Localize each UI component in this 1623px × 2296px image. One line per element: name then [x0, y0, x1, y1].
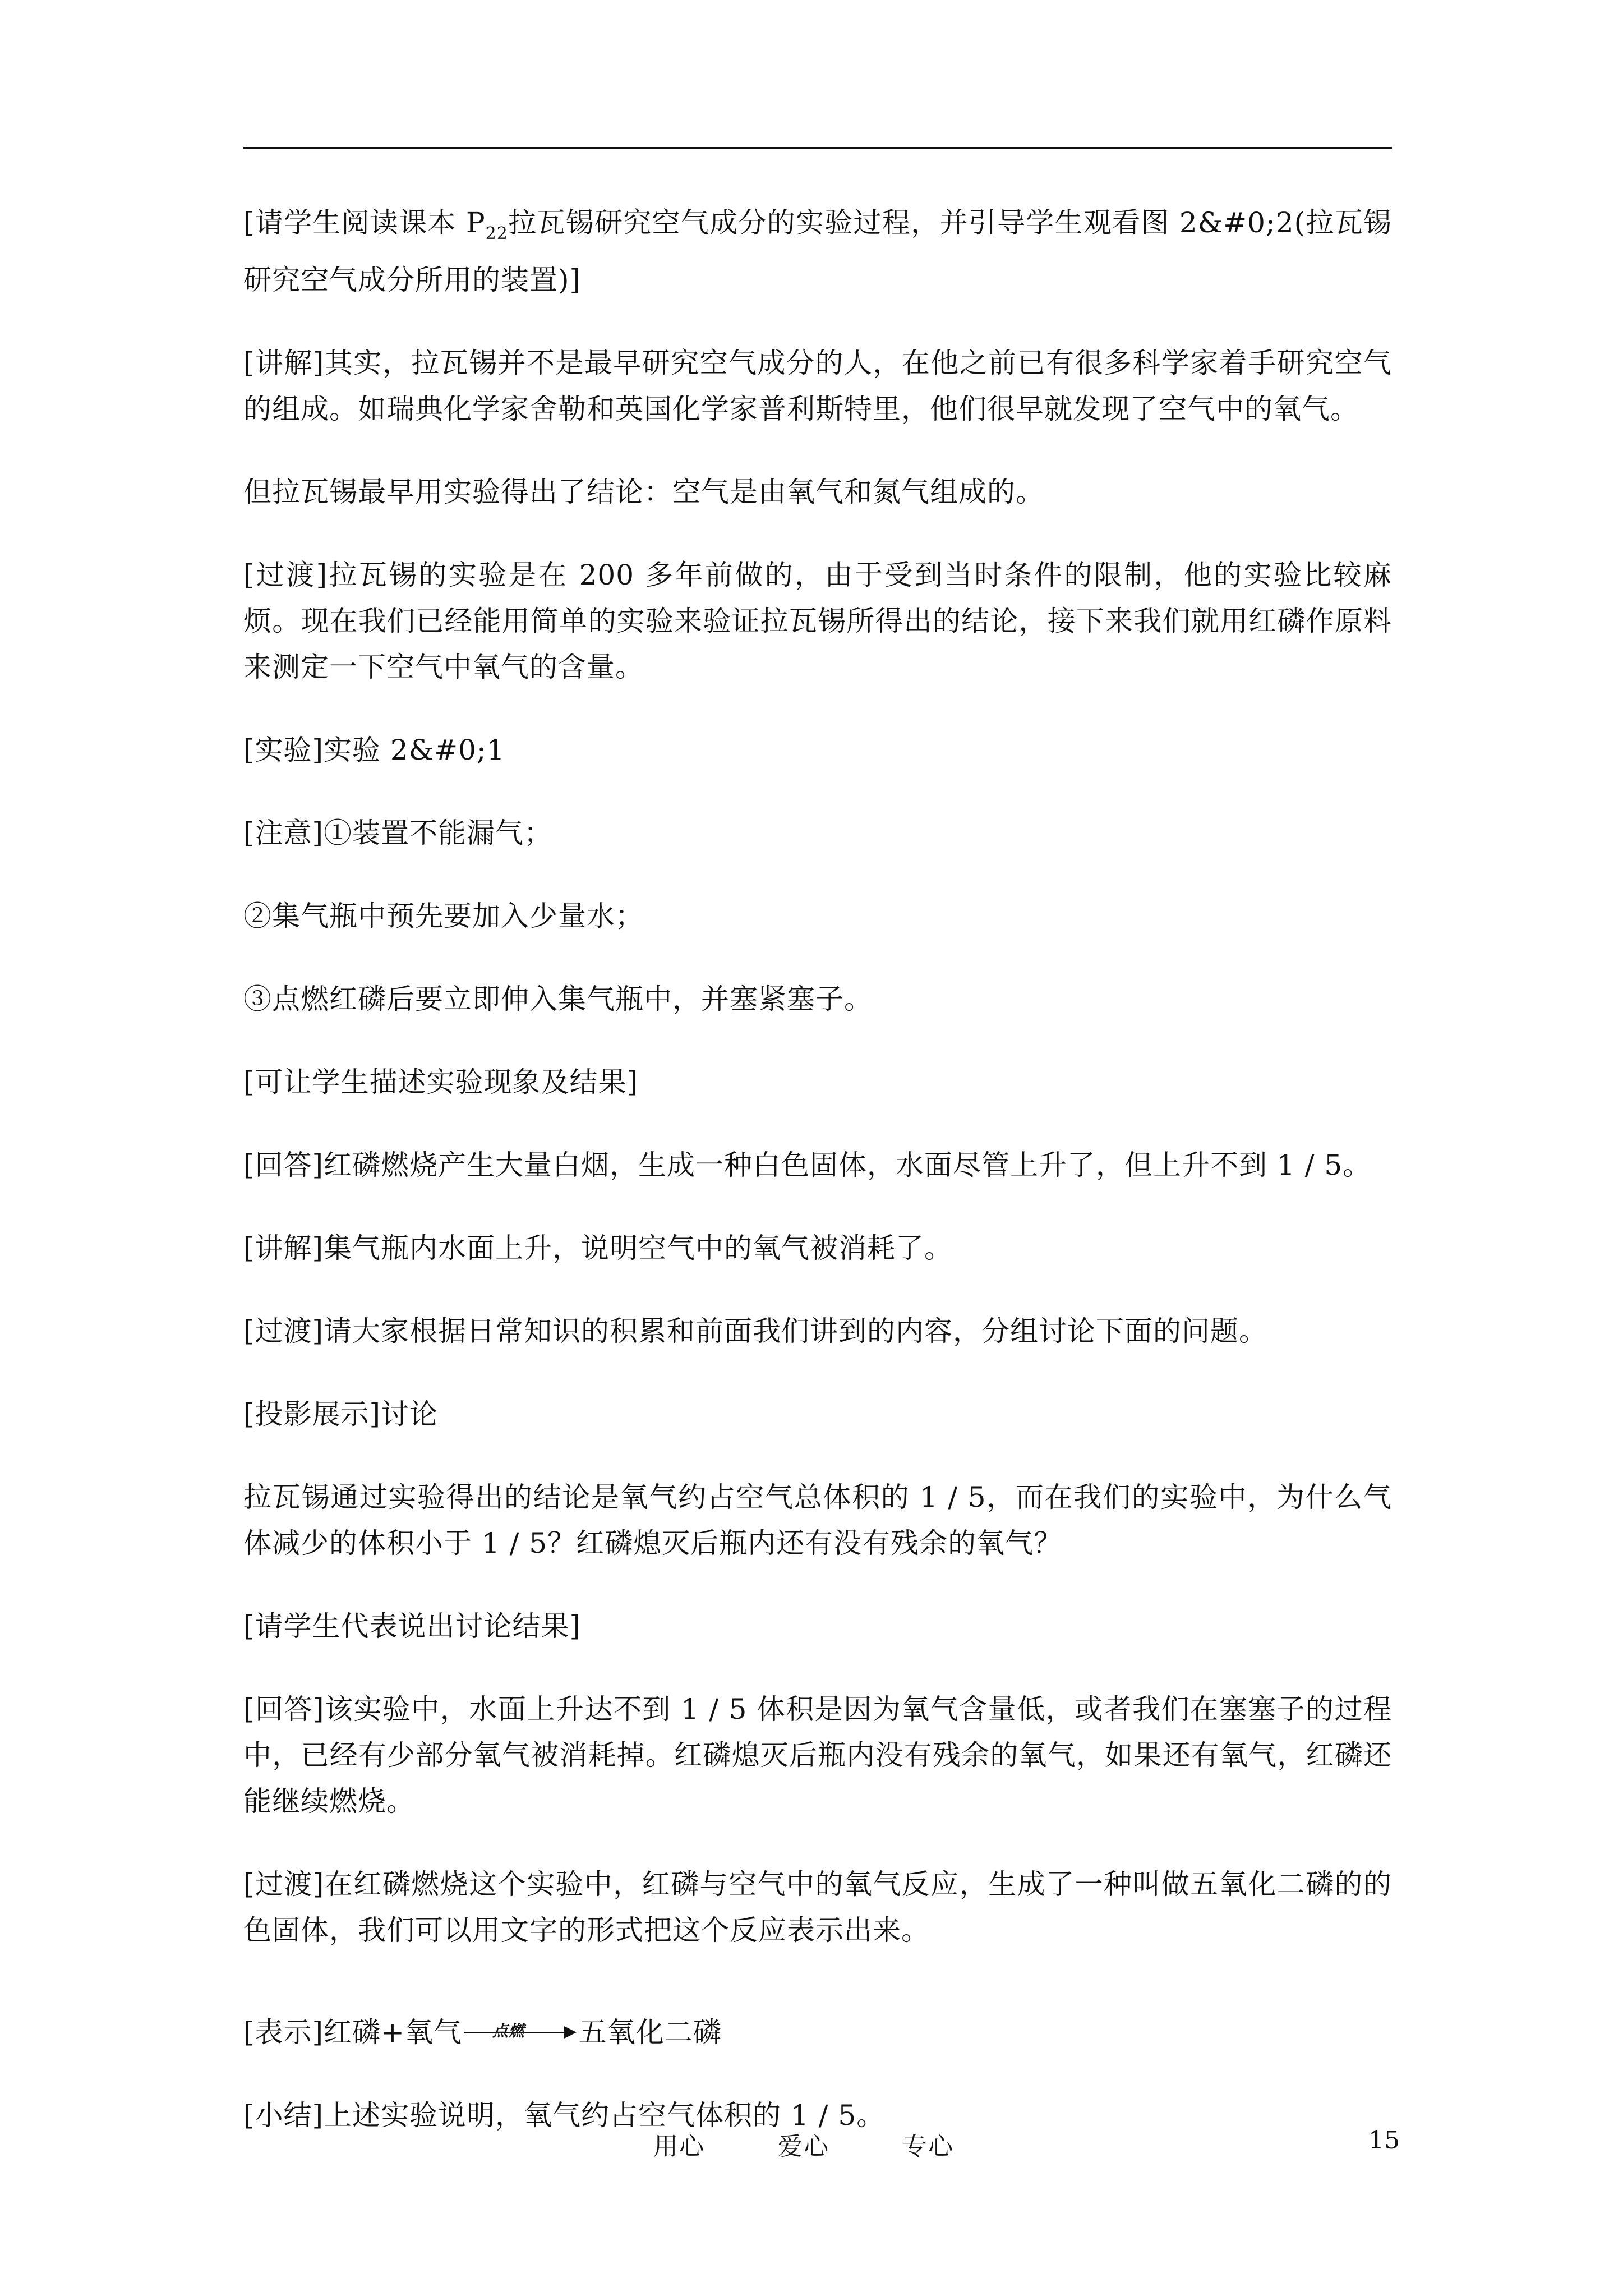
paragraph-explanation-2: [讲解]集气瓶内水面上升，说明空气中的氧气被消耗了。: [243, 1232, 953, 1264]
paragraph-projection: [投影展示]讨论: [243, 1398, 439, 1430]
equation-reactants: [表示]红磷+氧气: [243, 2016, 462, 2049]
paragraph-experiment: [实验]实验 2&#0;1: [243, 734, 505, 766]
paragraph-discussion: 拉瓦锡通过实验得出的结论是氧气约占空气总体积的 1 / 5，而在我们的实验中，为什么气体减少的体积小于 1 / 5？红磷熄灭后瓶内还有没有残余的氧气？: [243, 1481, 1392, 1559]
header-rule: [243, 147, 1392, 149]
text-run: [请学生阅读课本 P: [243, 206, 486, 239]
paragraph-note-3: ③点燃红磷后要立即伸入集气瓶中，并塞紧塞子。: [243, 983, 873, 1015]
paragraph-answer-1: [回答]红磷燃烧产生大量白烟，生成一种白色固体，水面尽管上升了，但上升不到 1 / 5。: [243, 1149, 1372, 1181]
equation-product: 五氧化二磷: [578, 2016, 722, 2049]
paragraph-answer-2: [回答]该实验中，水面上升达不到 1 / 5 体积是因为氧气含量低，或者我们在塞塞子的过程中，已经有少部分氧气被消耗掉。红磷熄灭后瓶内没有残余的氧气，如果还有氧气，红磷还能继续燃烧。: [243, 1693, 1392, 1818]
paragraph-explanation-1: [讲解]其实，拉瓦锡并不是最早研究空气成分的人，在他之前已有很多科学家着手研究空气的组成。如瑞典化学家舍勒和英国化学家普利斯特里，他们很早就发现了空气中的氧气。: [243, 347, 1392, 425]
paragraph-word-equation: [243, 2009, 1392, 2055]
paragraph-note-2: ②集气瓶中预先要加入少量水；: [243, 900, 644, 932]
footer-item: 用心: [653, 2132, 705, 2161]
page-footer: [0, 2126, 1623, 2165]
page-subscript: 22: [485, 224, 508, 243]
paragraph-student-report: [请学生代表说出讨论结果]: [243, 1610, 582, 1642]
paragraph-transition-2: [过渡]请大家根据日常知识的积累和前面我们讲到的内容，分组讨论下面的问题。: [243, 1315, 1268, 1347]
paragraph-summary: [小结]上述实验说明，氧气约占空气体积的 1 / 5。: [243, 2099, 886, 2132]
paragraph-transition-1: [过渡]拉瓦锡的实验是在 200 多年前做的，由于受到当时条件的限制，他的实验比较麻烦。现在我们已经能用简单的实验来验证拉瓦锡所得出的结论，接下来我们就用红磷作原料来测定一下空气中氧气的含量。: [243, 559, 1392, 683]
paragraph-describe: [可让学生描述实验现象及结果]: [243, 1066, 639, 1098]
arrow-line: [464, 2032, 569, 2033]
reaction-condition: 点燃: [492, 2022, 525, 2040]
text-run: 拉瓦锡研究空气成分的实验过程，并引导学生观看图 2&#0;2(拉瓦锡研究空气成分所用的装置)]: [243, 206, 1392, 296]
paragraph-conclusion: 但拉瓦锡最早用实验得出了结论：空气是由氧气和氮气组成的。: [243, 476, 1044, 508]
paragraph-transition-3: [过渡]在红磷燃烧这个实验中，红磷与空气中的氧气反应，生成了一种叫做五氧化二磷的的色固体，我们可以用文字的形式把这个反应表示出来。: [243, 1868, 1392, 1947]
paragraph-note-1: [注意]①装置不能漏气；: [243, 817, 553, 849]
paragraph-reading-instruction: [243, 200, 1392, 303]
reaction-arrow: [464, 2010, 577, 2044]
footer-item: 专心: [902, 2132, 954, 2161]
footer-motto: [653, 2126, 954, 2162]
page-number: 15: [1368, 2126, 1400, 2155]
arrow-head-icon: [564, 2026, 577, 2039]
document-body: [243, 200, 1392, 2175]
footer-item: 爱心: [778, 2132, 829, 2161]
